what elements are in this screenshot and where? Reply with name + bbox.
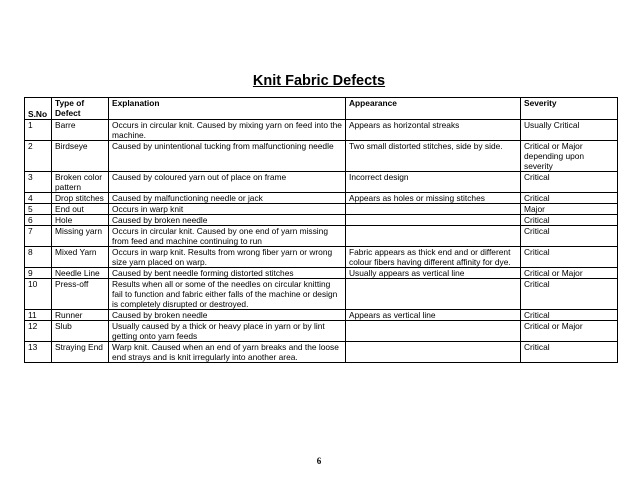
table-row xyxy=(25,193,618,204)
cell-explanation: Caused by broken needle xyxy=(109,310,346,321)
cell-sno: 4 xyxy=(25,193,52,204)
cell-type: Barre xyxy=(52,120,109,141)
cell-sno: 9 xyxy=(25,268,52,279)
cell-appearance xyxy=(346,321,521,342)
cell-appearance: Two small distorted stitches, side by side. xyxy=(346,141,521,172)
cell-explanation: Occurs in warp knit. Results from wrong fiber yarn or wrong size yarn placed on warp. xyxy=(109,247,346,268)
cell-explanation: Occurs in circular knit. Caused by mixing yarn on feed into the machine. xyxy=(109,120,346,141)
table-row xyxy=(25,268,618,279)
cell-explanation: Usually caused by a thick or heavy place in yarn or by lint getting onto yarn feeds xyxy=(109,321,346,342)
cell-appearance: Incorrect design xyxy=(346,172,521,193)
cell-explanation: Occurs in warp knit xyxy=(109,204,346,215)
cell-appearance xyxy=(346,226,521,247)
cell-severity: Critical or Major depending upon severity xyxy=(521,141,618,172)
cell-sno: 6 xyxy=(25,215,52,226)
cell-severity: Critical xyxy=(521,193,618,204)
cell-appearance xyxy=(346,204,521,215)
cell-explanation: Caused by malfunctioning needle or jack xyxy=(109,193,346,204)
cell-type: Runner xyxy=(52,310,109,321)
cell-sno: 13 xyxy=(25,342,52,363)
header-sno: S.No xyxy=(25,98,52,120)
cell-severity: Critical xyxy=(521,247,618,268)
cell-type: Mixed Yarn xyxy=(52,247,109,268)
cell-explanation: Occurs in circular knit. Caused by one end of yarn missing from feed and machine continuing to run xyxy=(109,226,346,247)
cell-severity: Critical xyxy=(521,226,618,247)
cell-severity: Critical xyxy=(521,342,618,363)
table-row xyxy=(25,215,618,226)
header-type: Type of Defect xyxy=(52,98,109,120)
cell-severity: Usually Critical xyxy=(521,120,618,141)
defects-table xyxy=(24,97,618,363)
header-explanation: Explanation xyxy=(109,98,346,120)
table-row xyxy=(25,321,618,342)
cell-appearance xyxy=(346,215,521,226)
cell-explanation: Warp knit. Caused when an end of yarn breaks and the loose end strays and is knit irregularly into another area. xyxy=(109,342,346,363)
cell-severity: Critical xyxy=(521,310,618,321)
cell-severity: Critical xyxy=(521,172,618,193)
table-row xyxy=(25,279,618,310)
table-row xyxy=(25,226,618,247)
cell-type: Slub xyxy=(52,321,109,342)
cell-sno: 11 xyxy=(25,310,52,321)
cell-severity: Critical xyxy=(521,215,618,226)
cell-type: End out xyxy=(52,204,109,215)
table-header-row xyxy=(25,98,618,120)
cell-explanation: Caused by broken needle xyxy=(109,215,346,226)
cell-severity: Critical or Major xyxy=(521,268,618,279)
cell-appearance: Appears as vertical line xyxy=(346,310,521,321)
cell-severity: Critical or Major xyxy=(521,321,618,342)
table-row xyxy=(25,247,618,268)
header-severity: Severity xyxy=(521,98,618,120)
cell-appearance: Usually appears as vertical line xyxy=(346,268,521,279)
cell-explanation: Caused by unintentional tucking from malfunctioning needle xyxy=(109,141,346,172)
table-body xyxy=(25,120,618,363)
cell-appearance: Appears as holes or missing stitches xyxy=(346,193,521,204)
cell-type: Straying End xyxy=(52,342,109,363)
table-row xyxy=(25,172,618,193)
table-row xyxy=(25,141,618,172)
cell-explanation: Results when all or some of the needles on circular knitting fail to function and fabric either falls of the machine or design is completely disrupted or destroyed. xyxy=(109,279,346,310)
cell-sno: 1 xyxy=(25,120,52,141)
cell-explanation: Caused by coloured yarn out of place on frame xyxy=(109,172,346,193)
cell-severity: Major xyxy=(521,204,618,215)
cell-appearance: Fabric appears as thick end and or different colour fibers having different affinity for dye. xyxy=(346,247,521,268)
cell-severity: Critical xyxy=(521,279,618,310)
cell-appearance: Appears as horizontal streaks xyxy=(346,120,521,141)
cell-type: Broken color pattern xyxy=(52,172,109,193)
cell-appearance xyxy=(346,342,521,363)
cell-sno: 3 xyxy=(25,172,52,193)
cell-type: Drop stitches xyxy=(52,193,109,204)
cell-type: Birdseye xyxy=(52,141,109,172)
cell-sno: 8 xyxy=(25,247,52,268)
cell-sno: 7 xyxy=(25,226,52,247)
table-row xyxy=(25,120,618,141)
header-appearance: Appearance xyxy=(346,98,521,120)
cell-appearance xyxy=(346,279,521,310)
cell-sno: 12 xyxy=(25,321,52,342)
cell-sno: 10 xyxy=(25,279,52,310)
cell-type: Missing yarn xyxy=(52,226,109,247)
cell-sno: 5 xyxy=(25,204,52,215)
cell-type: Needle Line xyxy=(52,268,109,279)
table-row xyxy=(25,204,618,215)
cell-type: Hole xyxy=(52,215,109,226)
page-title: Knit Fabric Defects xyxy=(252,73,386,89)
cell-explanation: Caused by bent needle forming distorted stitches xyxy=(109,268,346,279)
cell-type: Press-off xyxy=(52,279,109,310)
table-row xyxy=(25,310,618,321)
cell-sno: 2 xyxy=(25,141,52,172)
page-number: 6 xyxy=(316,456,322,466)
table-row xyxy=(25,342,618,363)
